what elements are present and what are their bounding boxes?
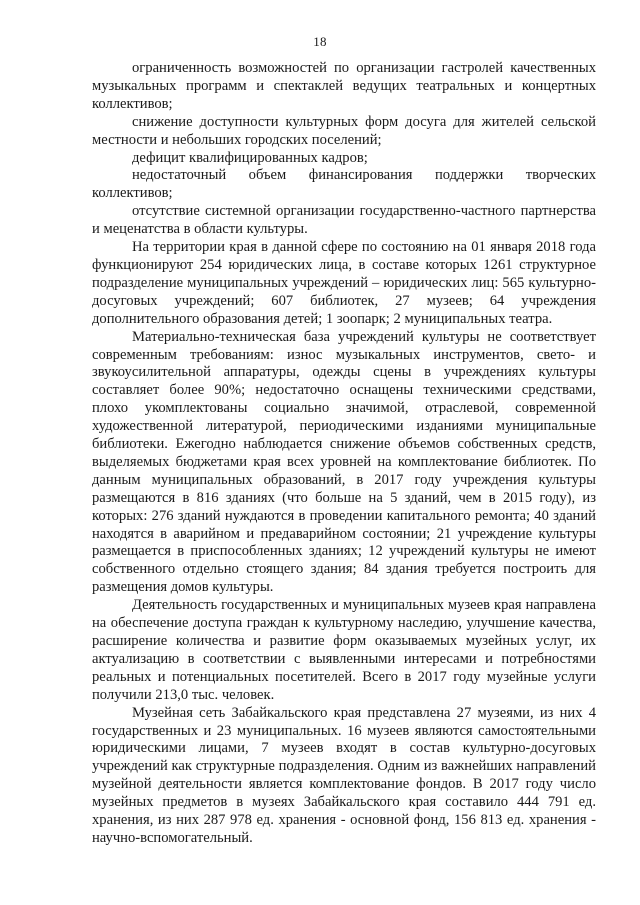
list-item-funding-shortfall: недостаточный объем финансирования поддержки творческих коллективов;: [92, 167, 596, 202]
paragraph-museum-network: Музейная сеть Забайкальского края представлена 27 музеями, из них 4 государственных и 23 муниципальных. 16 музеев являются самостоятельными юридическими лицами, 7 музеев входят в состав культурно-досуговых учреждений как структурные подразделения. Одним из важнейших направлений музейной деятельности является комплектование фондов. В 2017 году число музейных предметов в музеях Забайкальского края составило 444 791 ед. хранения, из них 287 978 ед. хранения - основной фонд, 156 813 ед. хранения - научно-вспомогательный.: [92, 704, 596, 846]
paragraph-material-base: Материально-техническая база учреждений культуры не соответствует современным требованиям: износ музыкальных инструментов, свето- и звукоусилительной аппаратуры, одежды сцены в учреждениях культуры составляет более 90%; недостаточно оснащены техническими средствами, плохо укомплектованы социально значимой, отраслевой, современной художественной литературой, периодическими изданиями муниципальные библиотеки. Ежегодно наблюдается снижение объемов собственных средств, выделяемых бюджетами края всех уровней на комплектование библиотек. По данным муниципальных образований, в 2017 году учреждения культуры размещаются в 816 зданиях (что больше на 5 зданий, чем в 2015 году), из которых: 276 зданий нуждаются в проведении капитального ремонта; 40 зданий находятся в аварийном и предаварийном состоянии; 21 учреждение культуры размещается в приспособленных зданиях; 12 учреждений культуры не имеют собственного отдельно стоящего здания; 84 здания требуется построить для размещения домов культуры.: [92, 328, 596, 596]
paragraph-institutions-count: На территории края в данной сфере по состоянию на 01 января 2018 года функционируют 254 юридических лица, в составе которых 1261 структурное подразделение муниципальных учреждений – юридических лиц: 565 культурно-досуговых учреждений; 607 библиотек, 27 музеев; 64 учреждения дополнительного образования детей; 1 зоопарк; 2 муниципальных театра.: [92, 239, 596, 327]
document-body: [92, 60, 596, 848]
list-item-staff-shortage: дефицит квалифицированных кадров;: [132, 149, 368, 166]
page-number: 18: [313, 34, 327, 49]
list-item-partnership-absence: отсутствие системной организации государственно-частного партнерства и меценатства в области культуры.: [92, 203, 596, 238]
paragraph-museum-activity: Деятельность государственных и муниципальных музеев края направлена на обеспечение доступа граждан к культурному наследию, улучшение качества, расширение количества и развитие форм оказываемых музейных услуг, их актуализацию в соответствии с выявленными интересами и потребностями реальных и потенциальных посетителей. Всего в 2017 году музейные услуги получили 213,0 тыс. человек.: [92, 597, 596, 703]
list-item-touring-limits: ограниченность возможностей по организации гастролей качественных музыкальных программ и спектаклей ведущих театральных и концертных коллективов;: [92, 60, 596, 112]
list-item-access-decline: снижение доступности культурных форм досуга для жителей сельской местности и небольших городских поселений;: [92, 113, 596, 148]
